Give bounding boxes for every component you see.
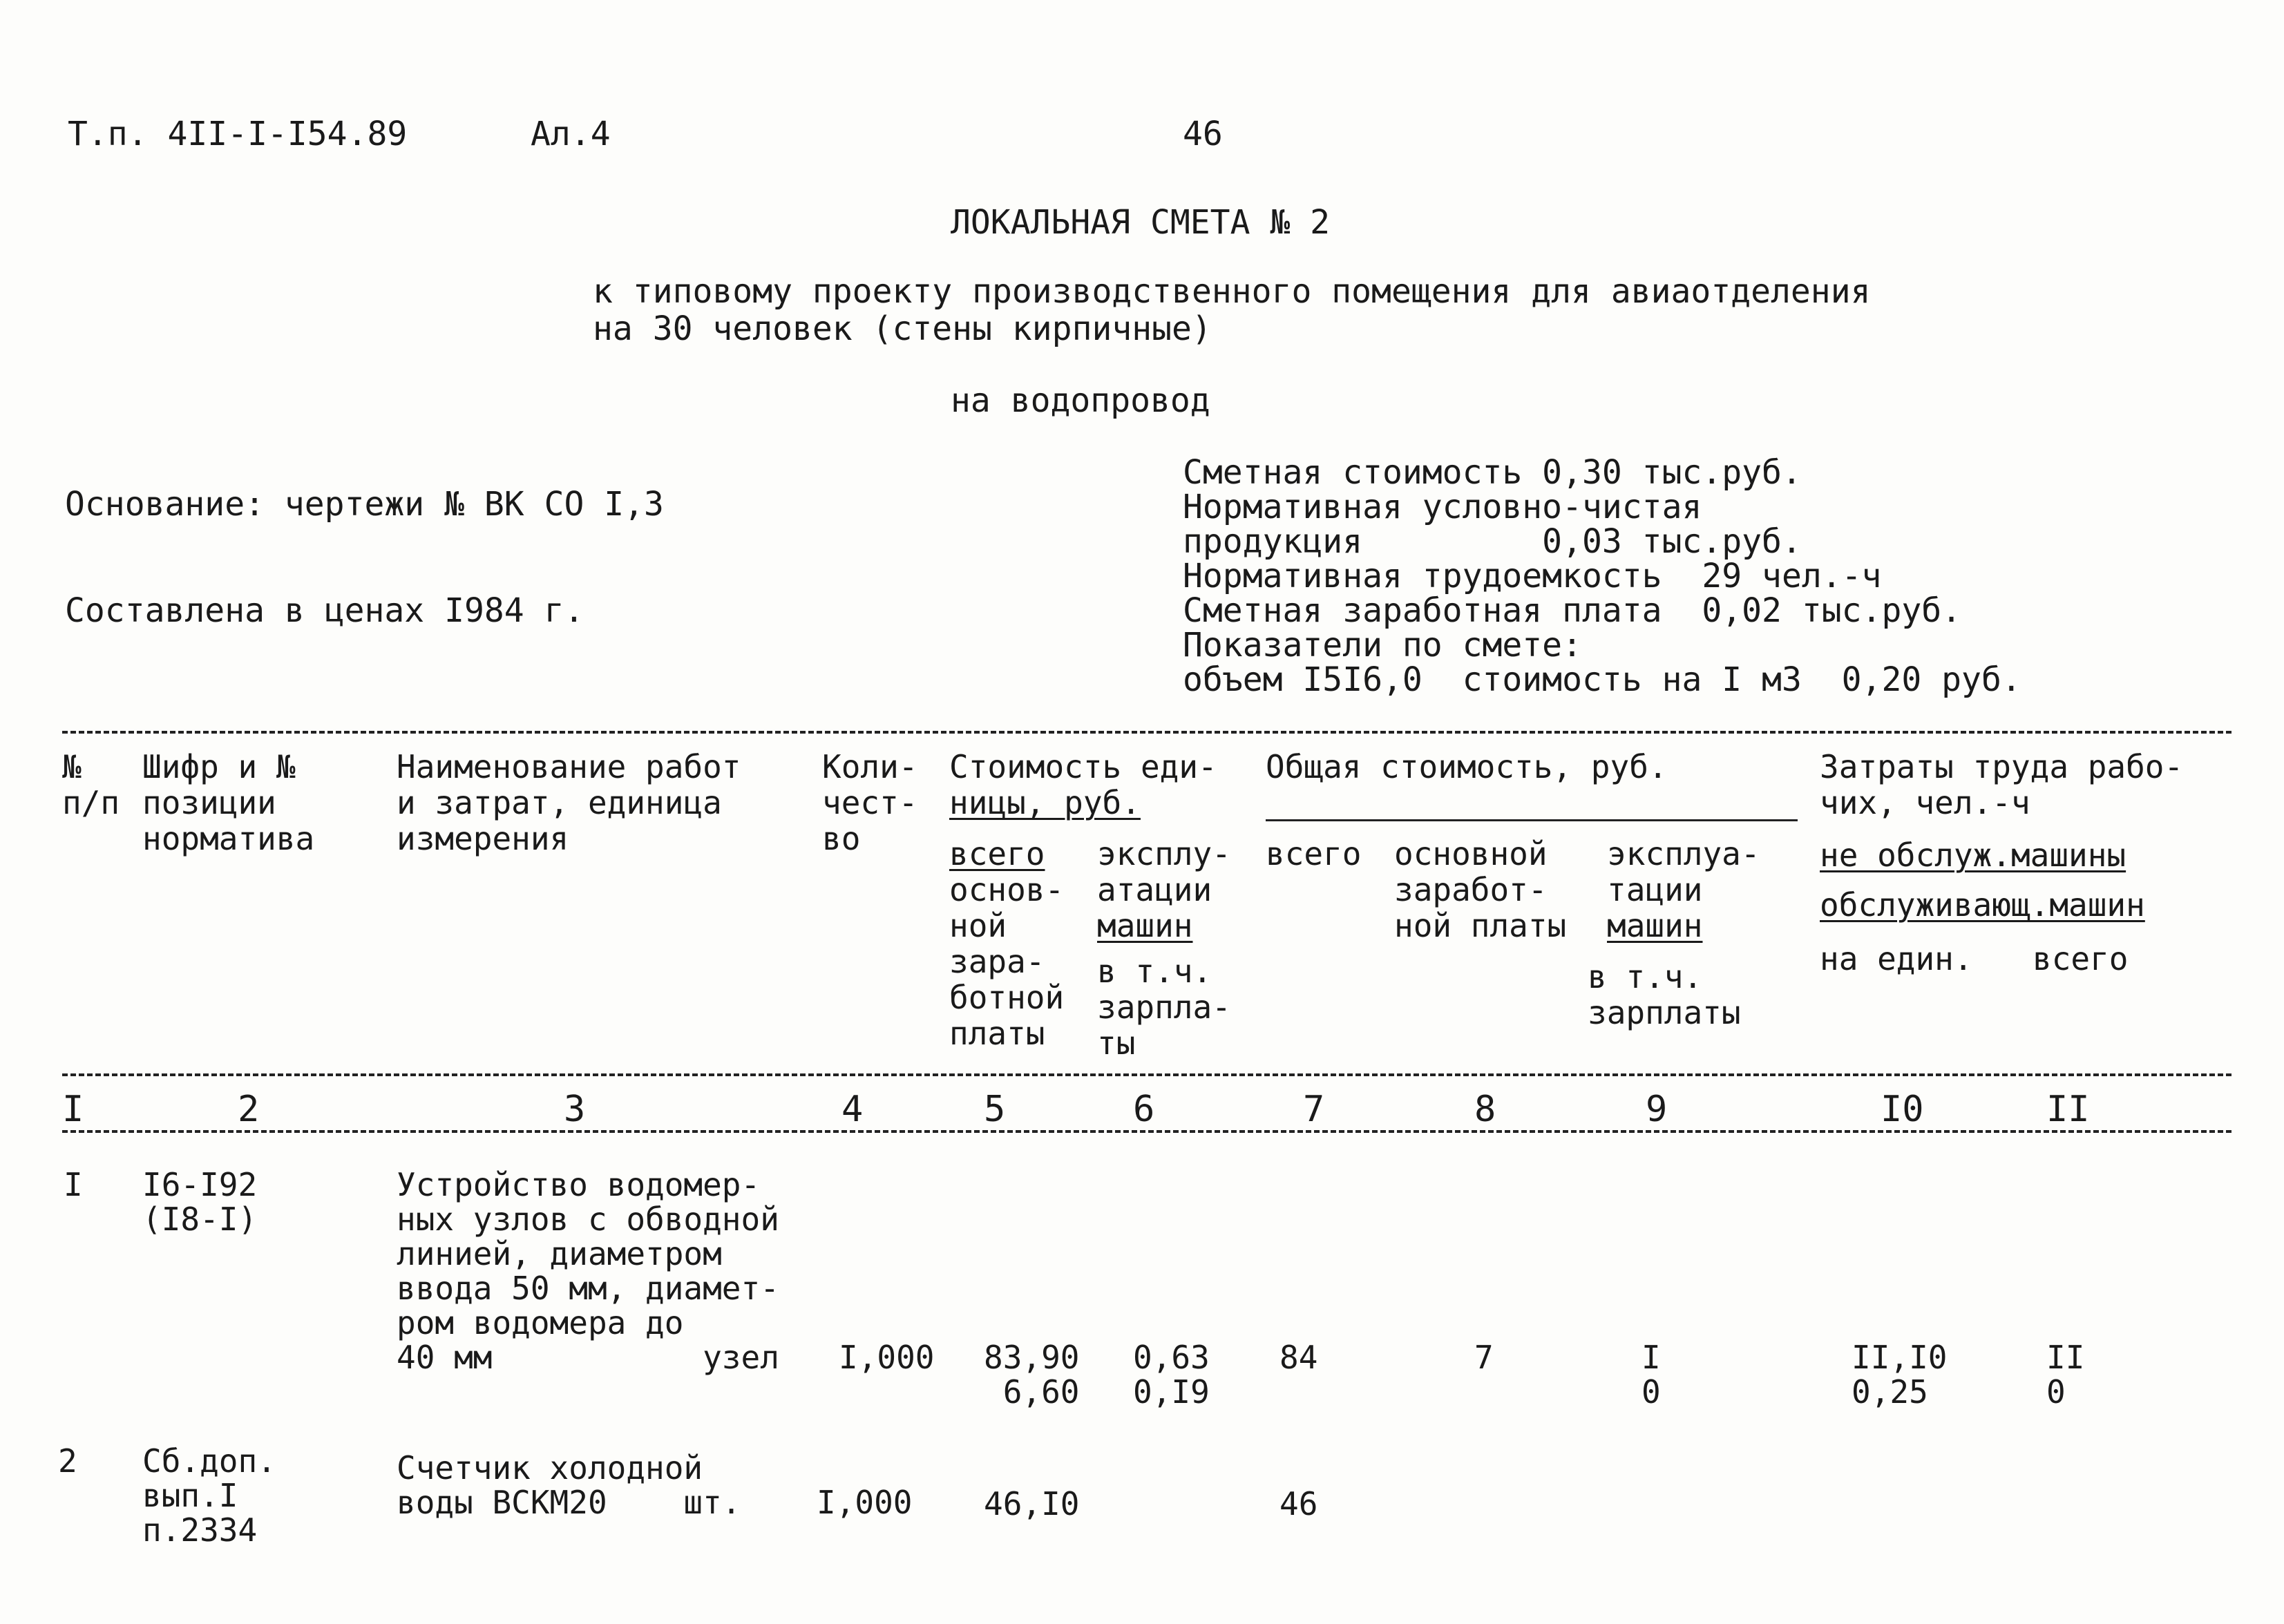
row2-unit-total: 46,I0 [984,1485,1080,1522]
header-col1: № п/п [62,748,120,821]
header-col6-mid: машин [1097,907,1193,944]
summary-line4: Нормативная трудоемкость 29 чел.-ч [1183,557,1882,595]
header-labor-line2: обслуживающ.машин [1820,886,2145,924]
row1-qty: I,000 [839,1339,935,1376]
summary-line3: продукция 0,03 тыс.руб. [1183,522,1802,561]
row2-name: Счетчик холодной воды ВСКМ20 шт. [397,1449,741,1521]
header-col6-bottom: в т.ч. зарпла- ты [1097,953,1231,1062]
header-col9-mid: машин [1607,907,1703,944]
column-number-11: II [2046,1089,2090,1130]
header-col9-top: эксплуа- тации [1607,835,1760,908]
header-col6-top: эксплу- атации [1097,835,1231,908]
header-col4: Коли- чест- во [822,748,918,857]
column-number-7: 7 [1303,1089,1325,1130]
row1-machine: I 0 [1641,1339,1661,1411]
project-description-line1: к типовому проекту производственного помещения для авиаотделения [593,272,1871,311]
header-labor-title: Затраты труда рабо- чих, чел.-ч [1820,748,2184,821]
column-number-3: 3 [564,1089,586,1130]
row2-qty: I,000 [817,1484,913,1521]
table-top-rule [62,731,2231,734]
column-number-10: I0 [1881,1089,1924,1130]
column-number-1: I [62,1089,84,1130]
basis-prices: Составлена в ценах I984 г. [65,591,584,630]
column-numbers-bottom-rule [62,1130,2231,1133]
summary-line6: Показатели по смете: [1183,626,1582,665]
column-number-9: 9 [1646,1089,1668,1130]
column-number-5: 5 [984,1089,1006,1130]
header-col2: Шифр и № позиции норматива [142,748,315,857]
header-labor-line1: не обслуж.машины [1820,837,2126,874]
row2-total: 46 [1279,1485,1318,1522]
column-number-6: 6 [1133,1089,1155,1130]
summary-line5: Сметная заработная плата 0,02 тыс.руб. [1183,591,1962,630]
basis-drawings: Основание: чертежи № ВК СО I,3 [65,485,664,524]
album-number: Ал.4 [531,115,611,153]
page-number: 46 [1183,115,1223,153]
summary-line7: объем I5I6,0 стоимость на I м3 0,20 руб. [1183,660,2021,699]
header-col7: всего [1266,835,1362,872]
row2-num: 2 [58,1442,77,1480]
column-numbers-top-rule [62,1073,2231,1076]
estimate-title: ЛОКАЛЬНАЯ СМЕТА № 2 [951,203,1331,242]
row1-wages: 7 [1474,1339,1494,1376]
summary-line1: Сметная стоимость 0,30 тыс.руб. [1183,453,1802,492]
column-number-2: 2 [238,1089,260,1130]
header-unit-cost-title: Стоимость еди- [949,748,1217,785]
estimate-subject: на водопровод [951,381,1210,420]
header-col3: Наименование работ и затрат, единица измерения [397,748,741,857]
header-col5-top: всего [949,835,1045,872]
row2-code: Сб.доп. вып.I п.2334 [142,1442,276,1549]
header-total-cost-rule [1266,819,1798,821]
document-code: Т.п. 4II-I-I54.89 [68,115,408,153]
row1-name: Устройство водомер- ных узлов с обводной линией, диаметром ввода 50 мм, диамет- ром водомера до 40 мм узел [397,1166,779,1376]
header-unit-cost-title2: ницы, руб. [949,784,1141,821]
row1-labor-total: II 0 [2046,1339,2085,1411]
column-number-4: 4 [841,1089,864,1130]
header-col5-bottom: основ- ной зара- ботной платы [949,871,1065,1052]
header-col11: всего [2033,940,2129,977]
summary-line2: Нормативная условно-чистая [1183,488,1702,526]
header-col9-bottom: в т.ч. зарплаты [1588,958,1741,1031]
row1-unit-total: 83,90 6,60 [984,1339,1080,1411]
row1-labor-unit: II,I0 0,25 [1852,1339,1948,1411]
row1-num: I [64,1166,83,1203]
header-col8: основной заработ- ной платы [1394,835,1567,944]
row1-code: I6-I92 (I8-I) [142,1166,258,1238]
row1-unit-machine: 0,63 0,I9 [1133,1339,1210,1411]
column-number-8: 8 [1474,1089,1496,1130]
project-description-line2: на 30 человек (стены кирпичные) [593,309,1212,348]
header-total-cost-title: Общая стоимость, руб. [1266,748,1668,785]
row1-total: 84 [1279,1339,1318,1376]
header-col10: на един. [1820,940,1973,977]
